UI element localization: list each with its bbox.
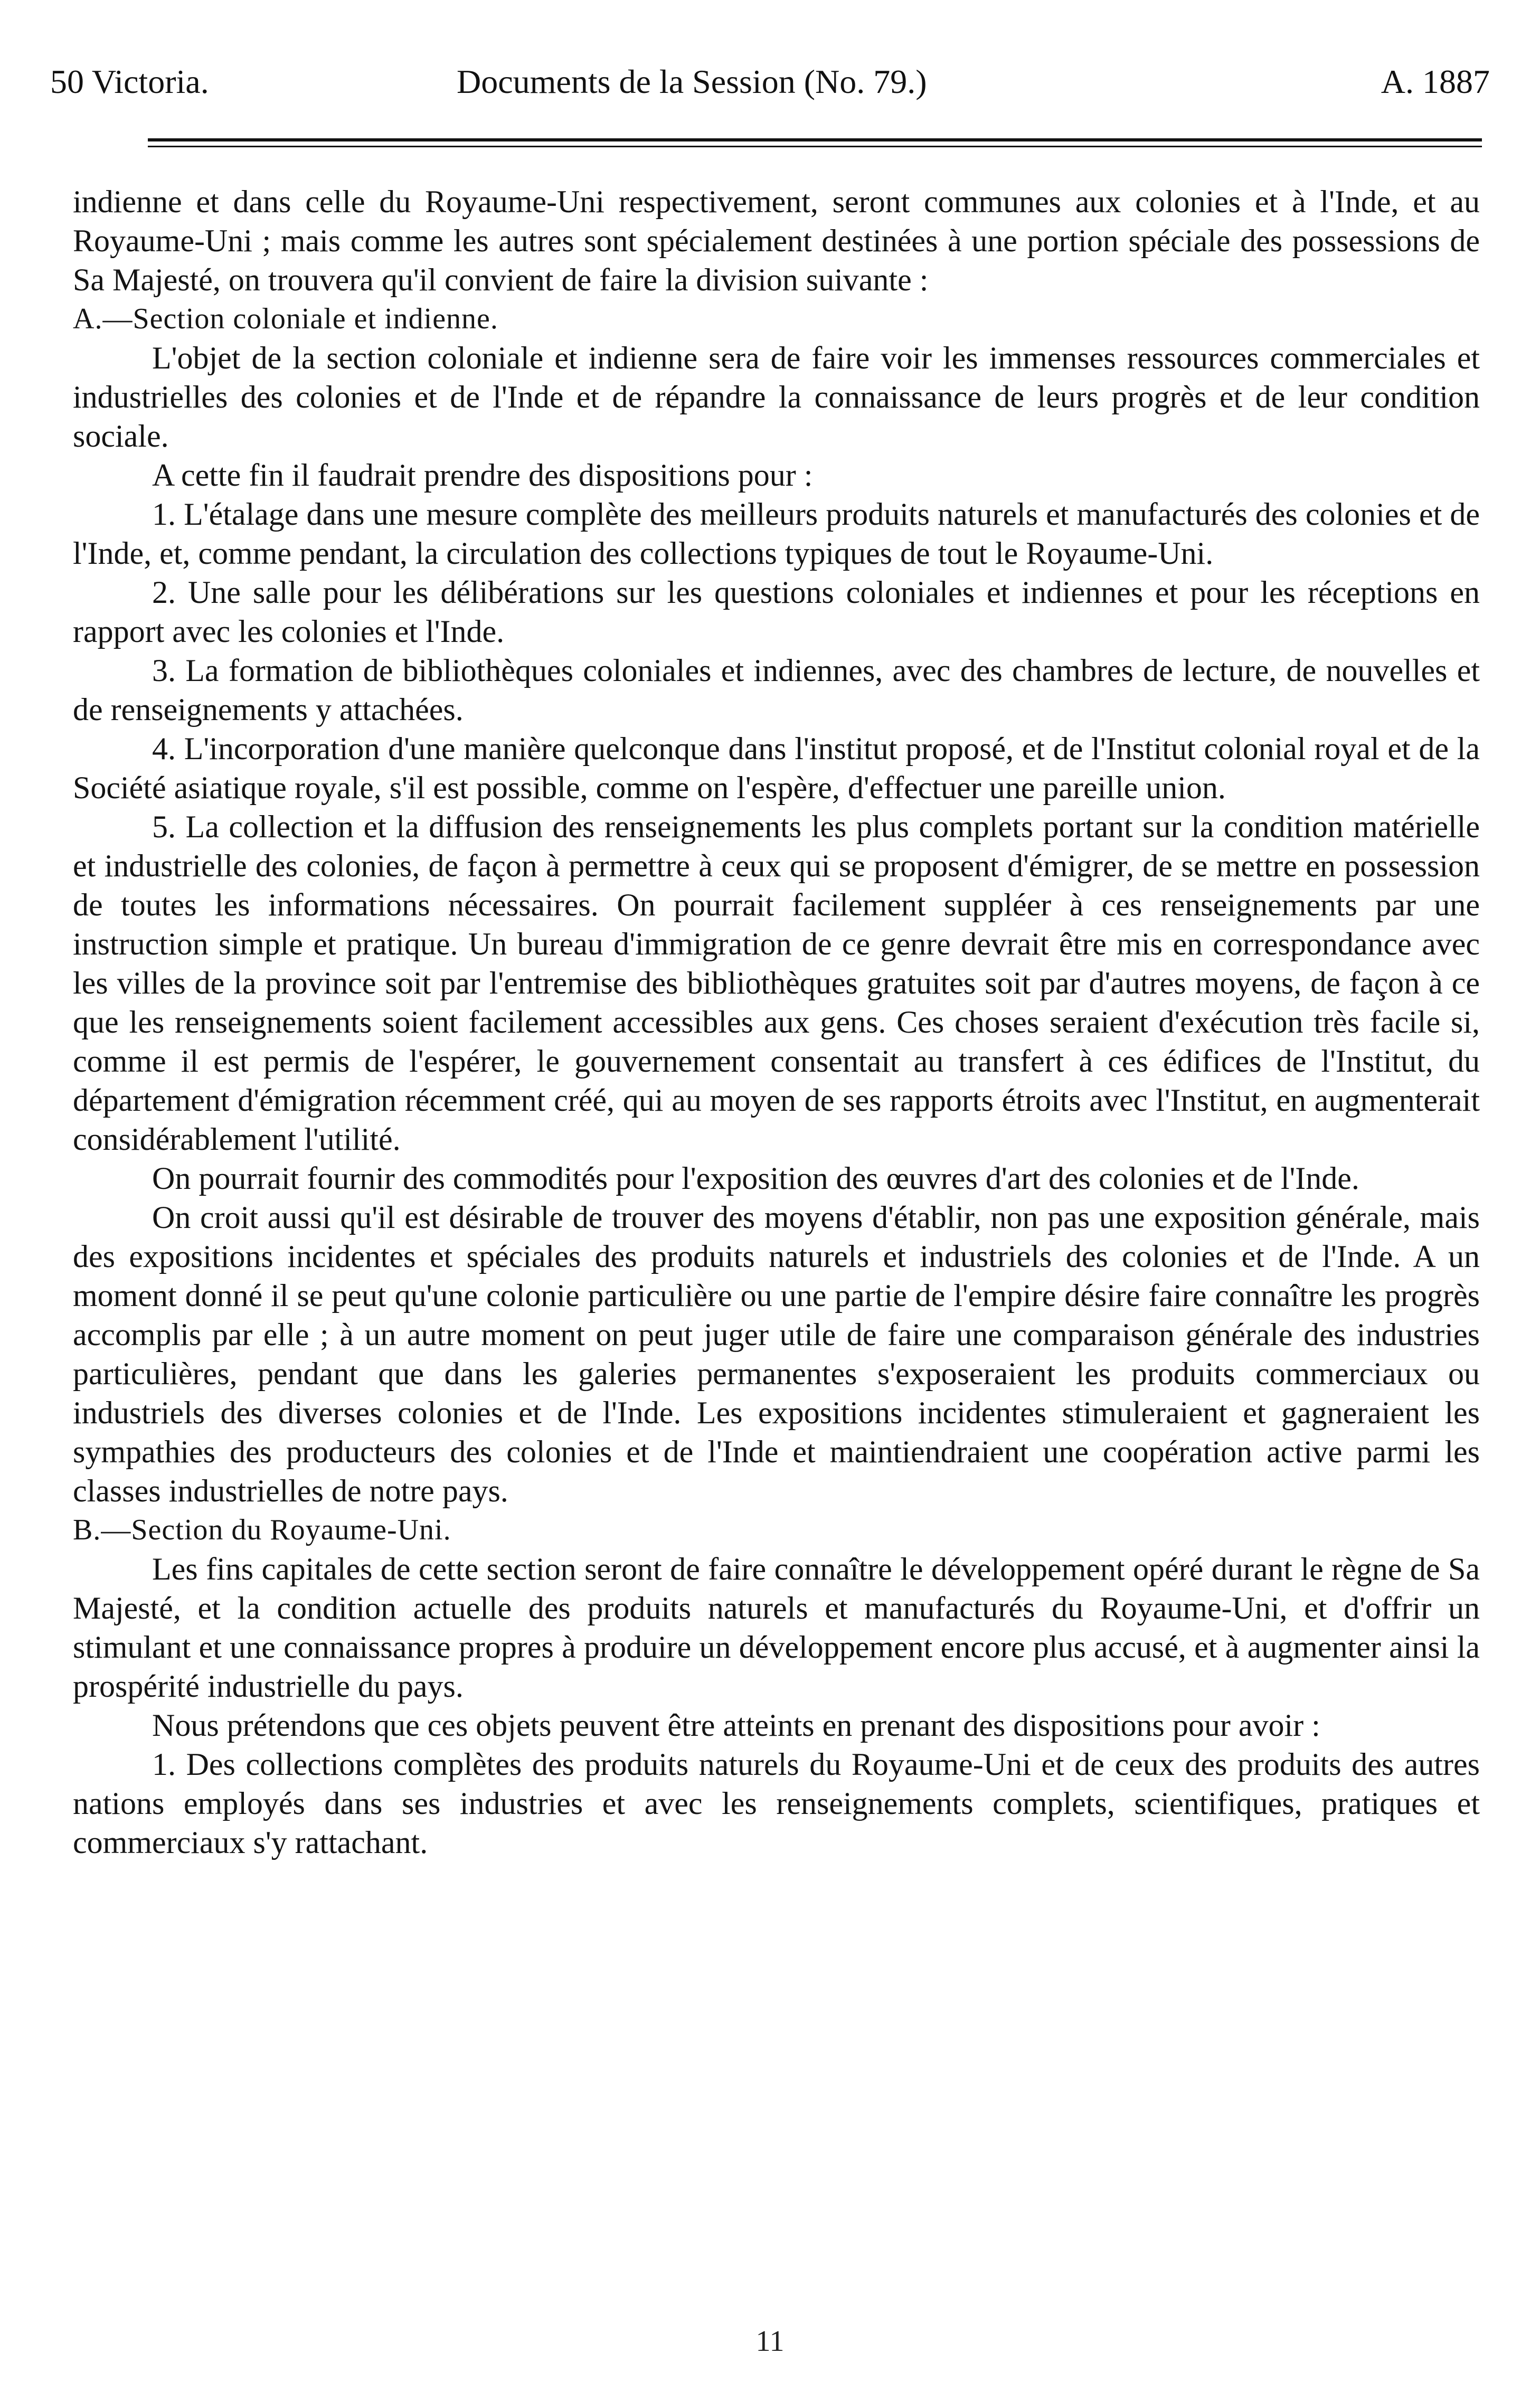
page-header [50, 50, 1490, 114]
list-item-1: 1. L'étalage dans une mesure complète des meilleurs produits naturels et manufacturés des colonies et de l'Inde, et, comme pendant, la circulation des collections typiques de tout le Royaume-Uni. [73, 497, 1480, 571]
section-a-paragraph-1: L'objet de la section coloniale et indienne sera de faire voir les immenses ressources commerciales et industrielles des colonies et de l'Inde et de répandre la connaissance de leurs progrès et de leur condition sociale. [73, 341, 1480, 453]
list-item-2: 2. Une salle pour les délibérations sur les questions coloniales et indiennes et pour les réceptions en rapport avec les colonies et l'Inde. [73, 575, 1480, 649]
section-a-heading: A.—Section coloniale et indienne. [73, 303, 498, 335]
list-item-3: 3. La formation de bibliothèques coloniales et indiennes, avec des chambres de lecture, de nouvelles et de renseignements y attachées. [73, 653, 1480, 727]
section-b-paragraph-2: Nous prétendons que ces objets peuvent être atteints en prenant des dispositions pour avoir : [152, 1708, 1320, 1743]
intro-paragraph: indienne et dans celle du Royaume-Uni respectivement, seront communes aux colonies et à l'Inde, et au Royaume-Uni ; mais comme les autres sont spécialement destinées à une portion spéciale des possessions de Sa Majesté, on trouvera qu'il convient de faire la division suivante : [73, 184, 1480, 297]
page-number: 11 [755, 2325, 785, 2358]
section-b-paragraph-1: Les fins capitales de cette section seront de faire connaître le développement opéré durant le règne de Sa Majesté, et la condition actuelle des produits naturels et manufacturés du Royaume-Uni, et d'offrir un stimulant et une connaissance propres à produire un développement encore plus accusé, et à augmenter ainsi la prospérité industrielle du pays. [73, 1552, 1480, 1704]
section-a-paragraph-3: On pourrait fournir des commodités pour l'exposition des œuvres d'art des colonies et de l'Inde. [152, 1161, 1359, 1196]
list-item-4: 4. L'incorporation d'une manière quelconque dans l'institut proposé, et de l'Institut colonial royal et de la Société asiatique royale, s'il est possible, comme on l'espère, d'effectuer une pareille union. [73, 731, 1480, 805]
list-item-5: 5. La collection et la diffusion des renseignements les plus complets portant sur la condition matérielle et industrielle des colonies, de façon à permettre à ceux qui se proposent d'émigrer, de se mettre en possession de toutes les informations nécessaires. On pourrait facilement suppléer à ces renseignements par une instruction simple et pratique. Un bureau d'immigration de ce genre devrait être mis en correspondance avec les villes de la province soit par l'entremise des bibliothèques gratuites soit par d'autres moyens, de façon à ce que les renseignements soient facilement accessibles aux gens. Ces choses seraient d'exécution très facile si, comme il est permis de l'espérer, le gouvernement consentait au transfert à ces édifices de l'Institut, du département d'émigration récemment créé, qui au moyen de ses rapports étroits avec l'Institut, en augmenterait considérablement l'utilité. [73, 809, 1480, 1157]
section-a-paragraph-4: On croit aussi qu'il est désirable de trouver des moyens d'établir, non pas une exposition générale, mais des expositions incidentes et spéciales des produits naturels et industriels des colonies et de l'Inde. A un moment donné il se peut qu'une colonie particulière ou une partie de l'empire désire faire connaître les progrès accomplis par elle ; à un autre moment on peut juger utile de faire une comparaison générale des industries particulières, pendant que dans les galeries permanentes s'exposeraient les produits commerciaux ou industriels des diverses colonies et de l'Inde. Les expositions incidentes stimuleraient et gagneraient les sympathies des producteurs des colonies et de l'Inde et maintiendraient une coopération active parmi les classes industrielles de notre pays. [73, 1200, 1480, 1508]
section-b-list-item-1: 1. Des collections complètes des produits naturels du Royaume-Uni et de ceux des produits des autres nations employés dans ses industries et avec les renseignements complets, scientifiques, pratiques et commerciaux s'y rattachant. [73, 1747, 1480, 1860]
rule-thin [148, 146, 1482, 147]
section-a-paragraph-2: A cette fin il faudrait prendre des dispositions pour : [152, 458, 813, 493]
header-double-rule [148, 138, 1482, 152]
header-left: 50 Victoria. [50, 63, 209, 100]
rule-thick [148, 138, 1482, 141]
header-title: Documents de la Session (No. 79.) [457, 63, 927, 100]
section-b-heading: B.—Section du Royaume-Uni. [73, 1514, 451, 1546]
header-right: A. 1887 [1381, 63, 1490, 100]
document-body [73, 182, 1480, 2320]
